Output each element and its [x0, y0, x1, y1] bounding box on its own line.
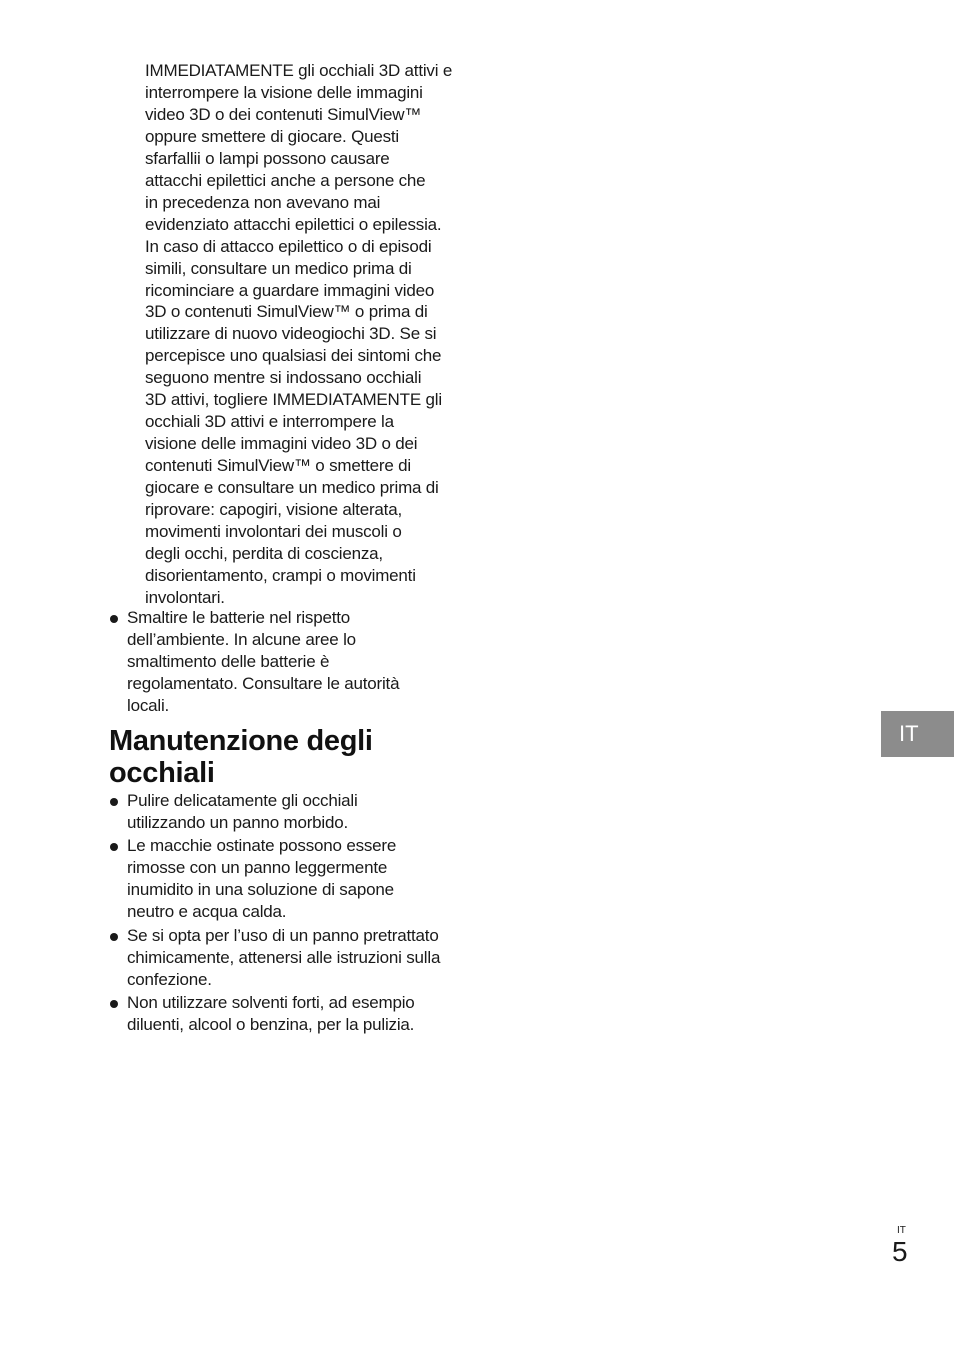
- text-line: chimicamente, attenersi alle istruzioni sulla: [127, 948, 441, 967]
- text-line: 3D o contenuti SimulView™ o prima di: [145, 302, 428, 322]
- text-line: video 3D o dei contenuti SimulView™: [145, 104, 422, 124]
- text-line: rimosse con un panno leggermente: [127, 858, 388, 877]
- bullet-icon: [110, 933, 118, 941]
- bullet-text: [127, 835, 396, 923]
- text-line: locali.: [127, 696, 170, 715]
- text-line: percepisce uno qualsiasi dei sintomi che: [145, 346, 442, 366]
- heading-line: Manutenzione degli: [109, 725, 373, 757]
- text-line: interrompere la visione delle immagini: [145, 82, 423, 102]
- text-line: movimenti involontari dei muscoli o: [145, 522, 402, 542]
- bullet-icon: [110, 798, 118, 806]
- text-line: seguono mentre si indossano occhiali: [145, 368, 422, 388]
- section-heading: [109, 725, 373, 789]
- bullet-text: [127, 790, 358, 834]
- text-line: involontari.: [145, 587, 225, 607]
- text-line: riprovare: capogiri, visione alterata,: [145, 500, 402, 520]
- text-line: in precedenza non avevano mai: [145, 192, 381, 212]
- bullet-text: [127, 992, 415, 1036]
- text-line: Non utilizzare solventi forti, ad esempio: [127, 993, 415, 1012]
- text-line: In caso di attacco epilettico o di episodi: [145, 236, 432, 256]
- text-line: Smaltire le batterie nel rispetto: [127, 608, 351, 627]
- text-line: Le macchie ostinate possono essere: [127, 836, 397, 855]
- text-line: regolamentato. Consultare le autorità: [127, 674, 400, 693]
- text-line: evidenziato attacchi epilettici o epilessia.: [145, 214, 442, 234]
- bullet-icon: [110, 1000, 118, 1008]
- text-line: visione delle immagini video 3D o dei: [145, 434, 418, 454]
- bullet-icon: [110, 615, 118, 623]
- text-line: IMMEDIATAMENTE gli occhiali 3D attivi e: [145, 61, 453, 80]
- text-line: oppure smettere di giocare. Questi: [145, 126, 400, 146]
- page-language-code: IT: [897, 1225, 906, 1236]
- text-line: 3D attivi, togliere IMMEDIATAMENTE gli: [145, 390, 442, 410]
- text-line: attacchi epilettici anche a persone che: [145, 170, 426, 190]
- page-number: 5: [892, 1236, 908, 1267]
- text-line: disorientamento, crampi o movimenti: [145, 565, 416, 585]
- text-line: sfarfallii o lampi possono causare: [145, 148, 390, 168]
- language-tab: IT: [881, 711, 954, 757]
- text-line: smaltimento delle batterie è: [127, 652, 330, 671]
- bullet-icon: [110, 843, 118, 851]
- text-line: diluenti, alcool o benzina, per la pulizia.: [127, 1015, 415, 1034]
- text-line: utilizzando un panno morbido.: [127, 813, 349, 832]
- text-line: neutro e acqua calda.: [127, 902, 287, 921]
- text-line: ricominciare a guardare immagini video: [145, 280, 435, 300]
- text-line: Se si opta per l’uso di un panno pretrattato: [127, 926, 439, 945]
- text-line: Pulire delicatamente gli occhiali: [127, 791, 358, 810]
- text-line: contenuti SimulView™ o smettere di: [145, 456, 411, 476]
- heading-line: occhiali: [109, 757, 215, 789]
- text-line: utilizzare di nuovo videogiochi 3D. Se si: [145, 324, 437, 344]
- text-line: dell’ambiente. In alcune aree lo: [127, 630, 356, 649]
- bullet-text: [127, 607, 399, 717]
- text-line: inumidito in una soluzione di sapone: [127, 880, 394, 899]
- text-line: degli occhi, perdita di coscienza,: [145, 543, 383, 563]
- text-line: giocare e consultare un medico prima di: [145, 478, 439, 498]
- text-line: confezione.: [127, 970, 212, 989]
- text-line: simili, consultare un medico prima di: [145, 258, 412, 278]
- text-line: occhiali 3D attivi e interrompere la: [145, 412, 394, 432]
- continued-warning-paragraph: [145, 60, 475, 609]
- bullet-text: [127, 925, 440, 991]
